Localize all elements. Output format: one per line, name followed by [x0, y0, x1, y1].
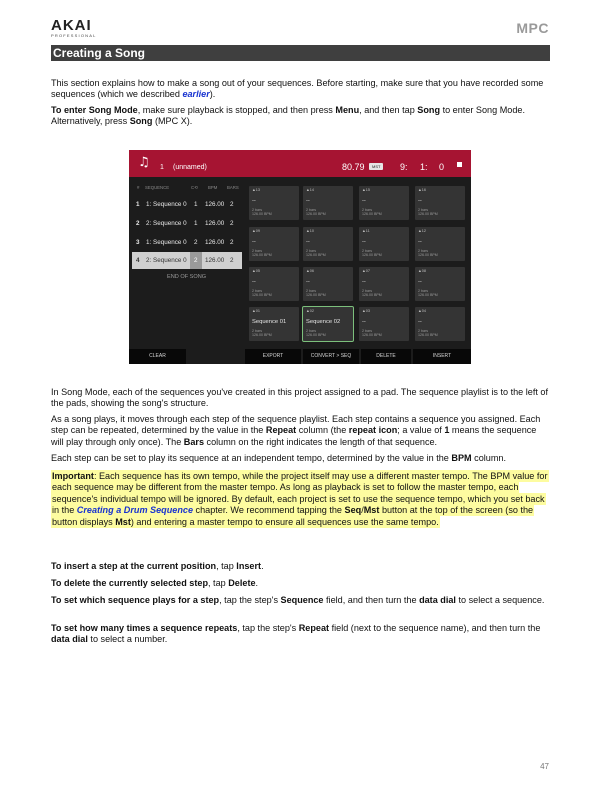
p4-f: 1 [444, 425, 450, 436]
pad-sequence: -- [418, 319, 422, 325]
pad-bars: 2 bars [418, 329, 428, 333]
pad-info [362, 208, 382, 217]
pad-bpm: 126.00 BPM [306, 253, 326, 258]
delete-button[interactable]: DELETE [361, 349, 411, 364]
pad-number: ▲02 [306, 309, 314, 313]
p6-h: Mst [115, 516, 131, 527]
step-sequence[interactable]: 1: Sequence 0 [146, 239, 187, 246]
step-num: 3 [136, 239, 140, 246]
section-title-bar [51, 45, 550, 61]
pad-info [306, 329, 326, 338]
brand-sub: PROFESSIONAL [51, 33, 97, 38]
pad-bars: 2 bars [252, 289, 262, 293]
pad-number: ▲07 [362, 269, 370, 273]
pad-number: ▲05 [252, 269, 260, 273]
step-repeat[interactable]: 1 [194, 201, 198, 208]
p6-d: Seq [344, 505, 362, 516]
pad-bpm: 126.00 BPM [418, 253, 438, 258]
pad-info [418, 329, 438, 338]
p4-b: Repeat [265, 425, 297, 436]
p2-h: (MPC X). [154, 116, 193, 127]
p4-c: column (the [298, 425, 347, 436]
pad-info [362, 329, 382, 338]
pad[interactable] [303, 267, 353, 301]
pad[interactable] [303, 307, 353, 341]
step-bpm[interactable]: 126.00 [205, 201, 225, 208]
pad[interactable] [359, 307, 409, 341]
important-note [51, 471, 550, 528]
p4-e: ; a value of [397, 425, 442, 436]
pad[interactable] [249, 267, 299, 301]
pad-bpm: 126.00 BPM [362, 293, 382, 298]
pad-bpm: 126.00 BPM [306, 293, 326, 298]
p2-a: To enter Song Mode [51, 105, 138, 115]
pad-bpm: 126.00 BPM [362, 212, 382, 217]
p9-d: field, and then turn the [326, 595, 417, 605]
header-bars: BARS [227, 185, 239, 190]
step-bars: 2 [230, 220, 234, 227]
pad-bars: 2 bars [418, 208, 428, 212]
intro-end: ). [209, 89, 216, 100]
header-bpm: BPM [208, 185, 218, 190]
pad-sequence: -- [306, 239, 310, 245]
pad-bars: 2 bars [418, 289, 428, 293]
pad-info [252, 208, 272, 217]
step-num: 2 [136, 220, 140, 227]
earlier-link[interactable]: earlier [182, 89, 210, 100]
pad-number: ▲08 [418, 269, 426, 273]
pad-sequence: -- [418, 279, 422, 285]
pad-bpm: 126.00 BPM [418, 212, 438, 217]
pad-bpm: 126.00 BPM [252, 253, 272, 258]
step-num: 1 [136, 201, 140, 208]
p6-c: chapter. We recommend tapping the [195, 505, 342, 516]
pad-sequence: -- [306, 279, 310, 285]
step-bars: 2 [230, 239, 234, 246]
p8-b: , tap [208, 578, 226, 588]
pad-bpm: 126.00 BPM [362, 333, 382, 338]
pad-number: ▲03 [362, 309, 370, 313]
playlist-paragraph [51, 414, 550, 448]
p5-b: BPM [451, 453, 472, 463]
pad-number: ▲04 [418, 309, 426, 313]
p5-a: Each step can be set to play its sequence at an independent tempo, determined by the value in the [51, 453, 449, 463]
p10-b: , tap the step's [237, 623, 297, 633]
p10-c: Repeat [298, 623, 330, 633]
p2-g: Song [129, 116, 153, 127]
pad-bars: 2 bars [306, 249, 316, 253]
p3-text: In Song Mode, each of the sequences you've created in this project assigned to a pad. The sequence playlist is to the left of the pads, showing the song's structure. [51, 387, 548, 409]
pad-number: ▲09 [252, 229, 260, 233]
pad-sequence: -- [306, 198, 310, 204]
pad-number: ▲11 [362, 229, 370, 233]
pad-bars: 2 bars [306, 208, 316, 212]
p10-a: To set how many times a sequence repeats [51, 623, 238, 633]
header-num: # [137, 185, 140, 190]
pad-sequence: Sequence 01 [252, 319, 287, 325]
p7-a: To insert a step at the current position [51, 561, 217, 571]
pad-sequence: -- [362, 279, 366, 285]
p5-c: column. [474, 453, 506, 463]
pad-bars: 2 bars [252, 208, 262, 212]
step-repeat[interactable]: 2 [194, 257, 198, 264]
pad[interactable] [415, 227, 465, 261]
pad-info [252, 249, 272, 258]
pad-sequence: -- [418, 239, 422, 245]
song-name[interactable]: (unnamed) [173, 164, 207, 171]
step-num: 4 [136, 257, 140, 264]
pad-sequence: -- [362, 198, 366, 204]
music-note-icon: ♫ [138, 155, 150, 170]
header-sequence: SEQUENCE [145, 185, 170, 190]
akai-logo [51, 18, 111, 40]
pad-bpm: 126.00 BPM [418, 293, 438, 298]
pad-bars: 2 bars [362, 208, 372, 212]
pad-sequence: -- [362, 319, 366, 325]
intro-paragraph [51, 78, 550, 101]
p10-f: to select a number. [90, 634, 168, 645]
pad[interactable] [359, 227, 409, 261]
p7-b: , tap [216, 561, 234, 571]
p4-h: Bars [183, 436, 205, 447]
pad-bpm: 126.00 BPM [418, 333, 438, 338]
p4-i: column on the right indicates the length of that sequence. [206, 436, 438, 447]
pad-bars: 2 bars [252, 249, 262, 253]
section-title: Creating a Song [53, 46, 146, 60]
position-bars[interactable]: 9: [400, 162, 408, 172]
song-step-row[interactable] [132, 196, 242, 213]
p7-c: Insert [236, 561, 262, 571]
p8-d: . [255, 578, 259, 588]
p6-f: Mst [363, 505, 380, 516]
p8-a: To delete the currently selected step [51, 578, 208, 588]
export-button[interactable]: EXPORT [245, 349, 301, 364]
insert-button[interactable]: INSERT [413, 349, 471, 364]
p6-i: ) and entering a master tempo to ensure all sequences use the same tempo. [130, 516, 439, 527]
step-repeat[interactable]: 1 [194, 220, 198, 227]
p2-b: , make sure playback is stopped, and then press [137, 105, 333, 115]
drum-sequence-link[interactable]: Creating a Drum Sequence [76, 505, 194, 516]
song-step-row[interactable] [132, 234, 242, 251]
step-bars: 2 [230, 257, 234, 264]
pad-sequence: Sequence 02 [306, 319, 341, 325]
step-bpm[interactable]: 126.00 [205, 239, 225, 246]
clear-button[interactable]: CLEAR [129, 349, 186, 364]
pad-number: ▲06 [306, 269, 314, 273]
pad-info [306, 208, 326, 217]
step-sequence[interactable]: 1: Sequence 0 [146, 201, 187, 208]
pad-number: ▲14 [306, 188, 314, 192]
pad[interactable] [249, 307, 299, 341]
pad-bpm: 126.00 BPM [306, 333, 326, 338]
p9-f: to select a sequence. [458, 595, 545, 605]
pad-bpm: 126.00 BPM [252, 212, 272, 217]
p2-f: to enter Song Mode. Alternatively, press [51, 105, 525, 127]
pad-number: ▲10 [306, 229, 314, 233]
pad[interactable] [359, 186, 409, 220]
song-number[interactable]: 1 [160, 164, 164, 171]
pad-bars: 2 bars [306, 289, 316, 293]
pad-number: ▲12 [418, 229, 426, 233]
p2-e: Song [417, 105, 441, 115]
tempo-paragraph [51, 453, 550, 464]
p6-b: : Each sequence has its own tempo, while the project itself may use a different master tempo. The BPM value for each sequence may be different from the master tempo. As long as playback is set to follow the master tempo, each sequence's individual tempo will be ignored. By default, each project is set to use the sequence tempo, which you set back in the [52, 471, 548, 516]
song-step-row-selected[interactable] [132, 252, 242, 269]
p10-e: data dial [51, 634, 88, 645]
pad-bars: 2 bars [252, 329, 262, 333]
step-bpm[interactable]: 126.00 [205, 220, 225, 227]
p9-c: Sequence [280, 595, 324, 605]
pad-info [418, 249, 438, 258]
pad-info [252, 329, 272, 338]
pad-info [418, 289, 438, 298]
p7-d: . [261, 561, 264, 571]
end-of-song-label: END OF SONG [167, 274, 207, 280]
pad[interactable] [303, 227, 353, 261]
pad-sequence: -- [362, 239, 366, 245]
pad-info [418, 208, 438, 217]
pad-sequence: -- [418, 198, 422, 204]
pad[interactable] [249, 227, 299, 261]
pad[interactable] [303, 186, 353, 220]
delete-step-paragraph [51, 578, 550, 589]
convert-to-seq-button[interactable]: CONVERT > SEQ [303, 349, 359, 364]
pad-bars: 2 bars [418, 249, 428, 253]
page-number: 47 [540, 762, 549, 771]
pad-number: ▲13 [252, 188, 260, 192]
song-mode-paragraph [51, 387, 550, 410]
mpc-song-mode-screen [129, 150, 471, 364]
p4-a: As a song plays, it moves through each step of the sequence playlist. Each step contains a sequence you assigned. Each step can be repeated, determined by the value in the [51, 414, 541, 436]
screen-top-bar [129, 150, 471, 177]
pad-info [306, 249, 326, 258]
pad[interactable] [415, 307, 465, 341]
intro-text: This section explains how to make a song out of your sequences. Before starting, make sure that you have recorded some sequences (which we described [51, 78, 544, 100]
stop-icon [457, 162, 462, 167]
p10-d: field (next to the sequence name), and then turn the [331, 623, 541, 633]
pad-info [252, 289, 272, 298]
pad-bars: 2 bars [362, 289, 372, 293]
p9-b: , tap the step's [219, 595, 278, 605]
step-repeat[interactable]: 2 [194, 239, 198, 246]
pad-info [306, 289, 326, 298]
step-bpm[interactable]: 126.00 [205, 257, 225, 264]
product-logo: MPC [516, 20, 549, 36]
pad[interactable] [359, 267, 409, 301]
pad-sequence: -- [252, 279, 256, 285]
step-sequence[interactable]: 2: Sequence 0 [146, 220, 187, 227]
pad-bars: 2 bars [362, 249, 372, 253]
header-repeat: C⟲ [191, 185, 198, 190]
pad[interactable] [415, 186, 465, 220]
set-sequence-paragraph [51, 595, 550, 606]
step-bars: 2 [230, 201, 234, 208]
pad[interactable] [249, 186, 299, 220]
pad-number: ▲16 [418, 188, 426, 192]
p4-d: repeat icon [348, 425, 398, 436]
step-sequence[interactable]: 2: Sequence 0 [146, 257, 187, 264]
p9-a: To set which sequence plays for a step [51, 595, 220, 605]
pad-bpm: 126.00 BPM [306, 212, 326, 217]
pad-bars: 2 bars [362, 329, 372, 333]
pad-bars: 2 bars [306, 329, 316, 333]
pad-sequence: -- [252, 198, 256, 204]
p6-e: / [361, 505, 364, 516]
seq-mst-button[interactable]: MST [369, 163, 383, 170]
enter-song-mode-paragraph [51, 105, 550, 128]
p4-g: means the sequence will play through only once). The [51, 425, 537, 447]
p2-c: Menu [335, 105, 360, 115]
p8-c: Delete [228, 578, 256, 588]
pad-info [362, 289, 382, 298]
p9-e: data dial [419, 595, 456, 605]
pad-number: ▲15 [362, 188, 370, 192]
position-beats[interactable]: 1: [420, 162, 428, 172]
tempo-field[interactable]: 80.79 [342, 162, 365, 172]
pad-number: ▲01 [252, 309, 260, 313]
p6-g: button at the top of the screen (so the button displays [52, 505, 534, 527]
p2-d: , and then tap [359, 105, 415, 115]
pad-sequence: -- [252, 239, 256, 245]
important-label: Important [52, 471, 94, 481]
insert-step-paragraph [51, 561, 550, 572]
set-repeat-paragraph [51, 623, 550, 646]
pad-bpm: 126.00 BPM [252, 293, 272, 298]
pad-bpm: 126.00 BPM [362, 253, 382, 258]
pad[interactable] [415, 267, 465, 301]
song-step-row[interactable] [132, 215, 242, 232]
pad-info [362, 249, 382, 258]
position-ticks[interactable]: 0 [439, 162, 445, 172]
pad-bpm: 126.00 BPM [252, 333, 272, 338]
brand-name: AKAI [51, 17, 92, 34]
